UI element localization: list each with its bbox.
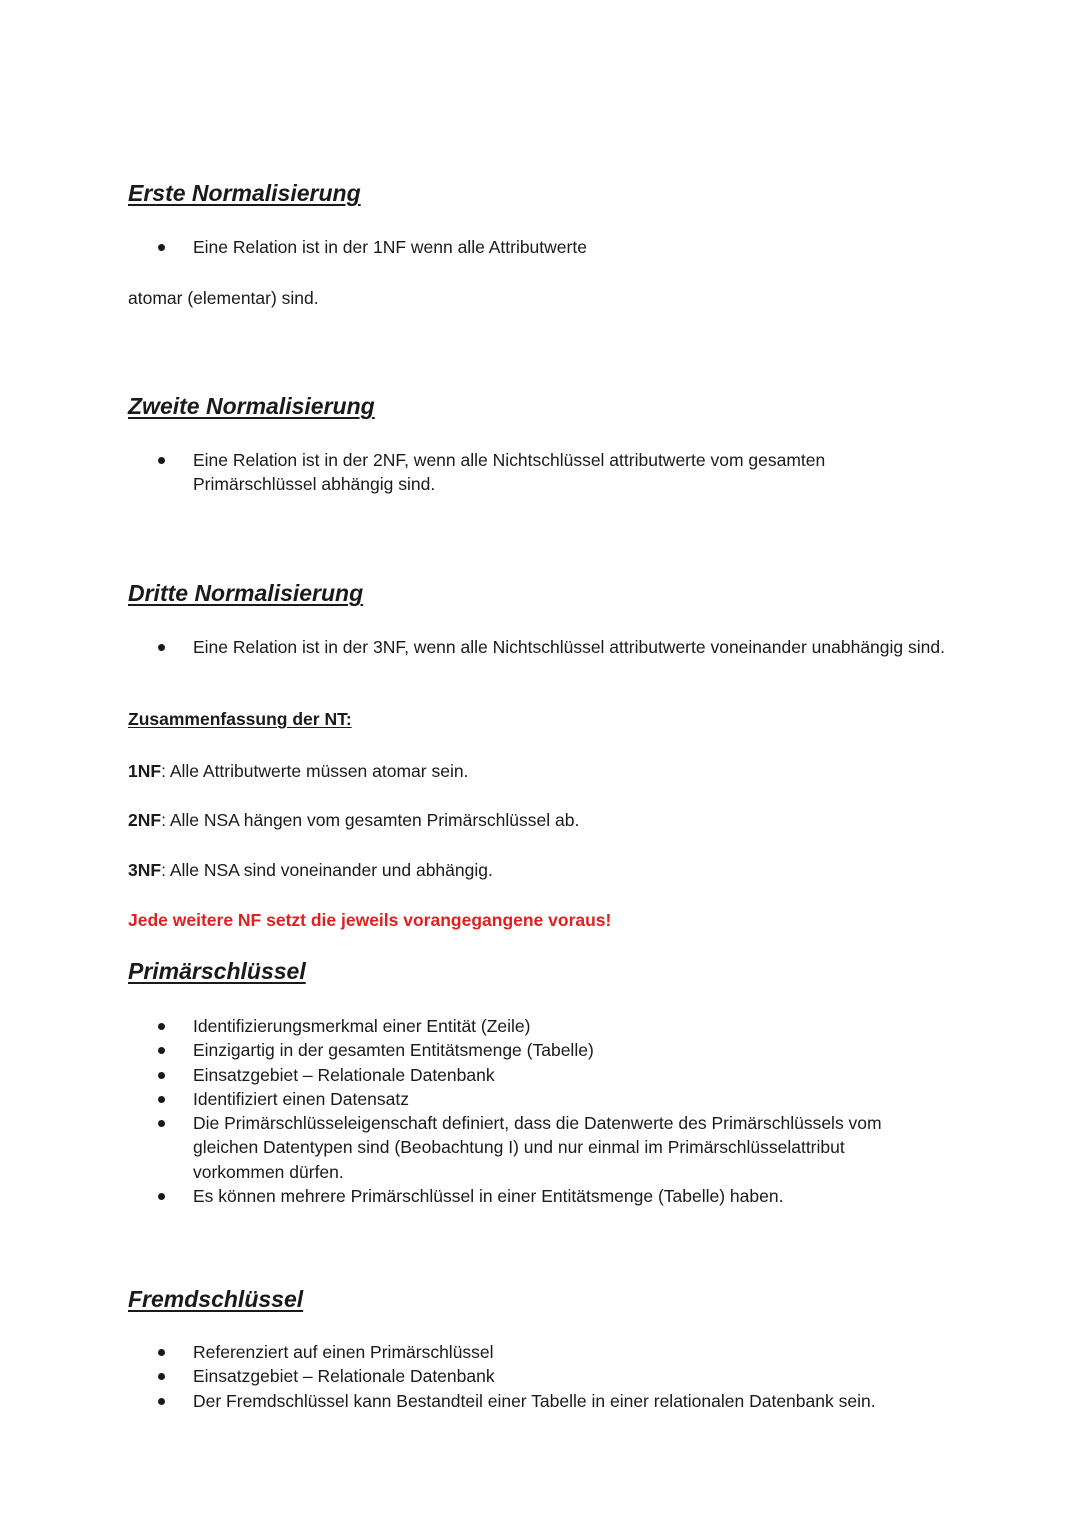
list-item: Die Primärschlüsseleigenschaft definiert, dass die Datenwerte des Primärschlüssels vom gleichen Datentypen sind (Beobachtung I) und nur einmal im Primärschlüsselattribut vorkommen dürfen. bbox=[128, 1111, 928, 1184]
summary-text: : Alle Attributwerte müssen atomar sein. bbox=[161, 761, 469, 781]
bullet-list-fremd bbox=[128, 1340, 958, 1413]
bullet-list-erste bbox=[128, 235, 948, 259]
heading-dritte-normalisierung: Dritte Normalisierung bbox=[128, 580, 364, 606]
continuation-text: atomar (elementar) sind. bbox=[128, 288, 319, 308]
heading-fremdschluessel: Fremdschlüssel bbox=[128, 1286, 304, 1312]
list-item: Referenziert auf einen Primärschlüssel bbox=[128, 1340, 958, 1364]
summary-note: Jede weitere NF setzt die jeweils vorangegangene voraus! bbox=[128, 910, 612, 930]
list-item: Einsatzgebiet – Relationale Datenbank bbox=[128, 1364, 958, 1388]
list-item: Eine Relation ist in der 1NF wenn alle Attributwerte bbox=[128, 235, 948, 259]
heading-erste-normalisierung: Erste Normalisierung bbox=[128, 180, 361, 206]
bullet-list-zweite bbox=[128, 448, 888, 497]
summary-text: : Alle NSA sind voneinander und abhängig. bbox=[161, 860, 493, 880]
heading-zweite-normalisierung: Zweite Normalisierung bbox=[128, 393, 375, 419]
bullet-list-primaer bbox=[128, 1014, 928, 1208]
bullet-list-dritte bbox=[128, 635, 958, 659]
list-item: Identifizierungsmerkmal einer Entität (Zeile) bbox=[128, 1014, 928, 1038]
heading-primaerschluessel: Primärschlüssel bbox=[128, 958, 306, 984]
summary-item-2nf bbox=[128, 808, 579, 832]
list-item: Es können mehrere Primärschlüssel in einer Entitätsmenge (Tabelle) haben. bbox=[128, 1184, 928, 1208]
list-item: Einsatzgebiet – Relationale Datenbank bbox=[128, 1063, 928, 1087]
list-item: Einzigartig in der gesamten Entitätsmenge (Tabelle) bbox=[128, 1038, 928, 1062]
summary-label: 1NF bbox=[128, 761, 162, 781]
summary-item-1nf bbox=[128, 759, 468, 783]
summary-label: 2NF bbox=[128, 810, 162, 830]
list-item: Eine Relation ist in der 3NF, wenn alle Nichtschlüssel attributwerte voneinander unabhängig sind. bbox=[128, 635, 958, 659]
list-item: Eine Relation ist in der 2NF, wenn alle Nichtschlüssel attributwerte vom gesamten Primärschlüssel abhängig sind. bbox=[128, 448, 888, 497]
list-item: Identifiziert einen Datensatz bbox=[128, 1087, 928, 1111]
summary-heading: Zusammenfassung der NT: bbox=[128, 709, 352, 729]
summary-label: 3NF bbox=[128, 860, 162, 880]
summary-item-3nf bbox=[128, 858, 493, 882]
summary-text: : Alle NSA hängen vom gesamten Primärschlüssel ab. bbox=[161, 810, 580, 830]
list-item: Der Fremdschlüssel kann Bestandteil einer Tabelle in einer relationalen Datenbank sein. bbox=[128, 1389, 958, 1413]
